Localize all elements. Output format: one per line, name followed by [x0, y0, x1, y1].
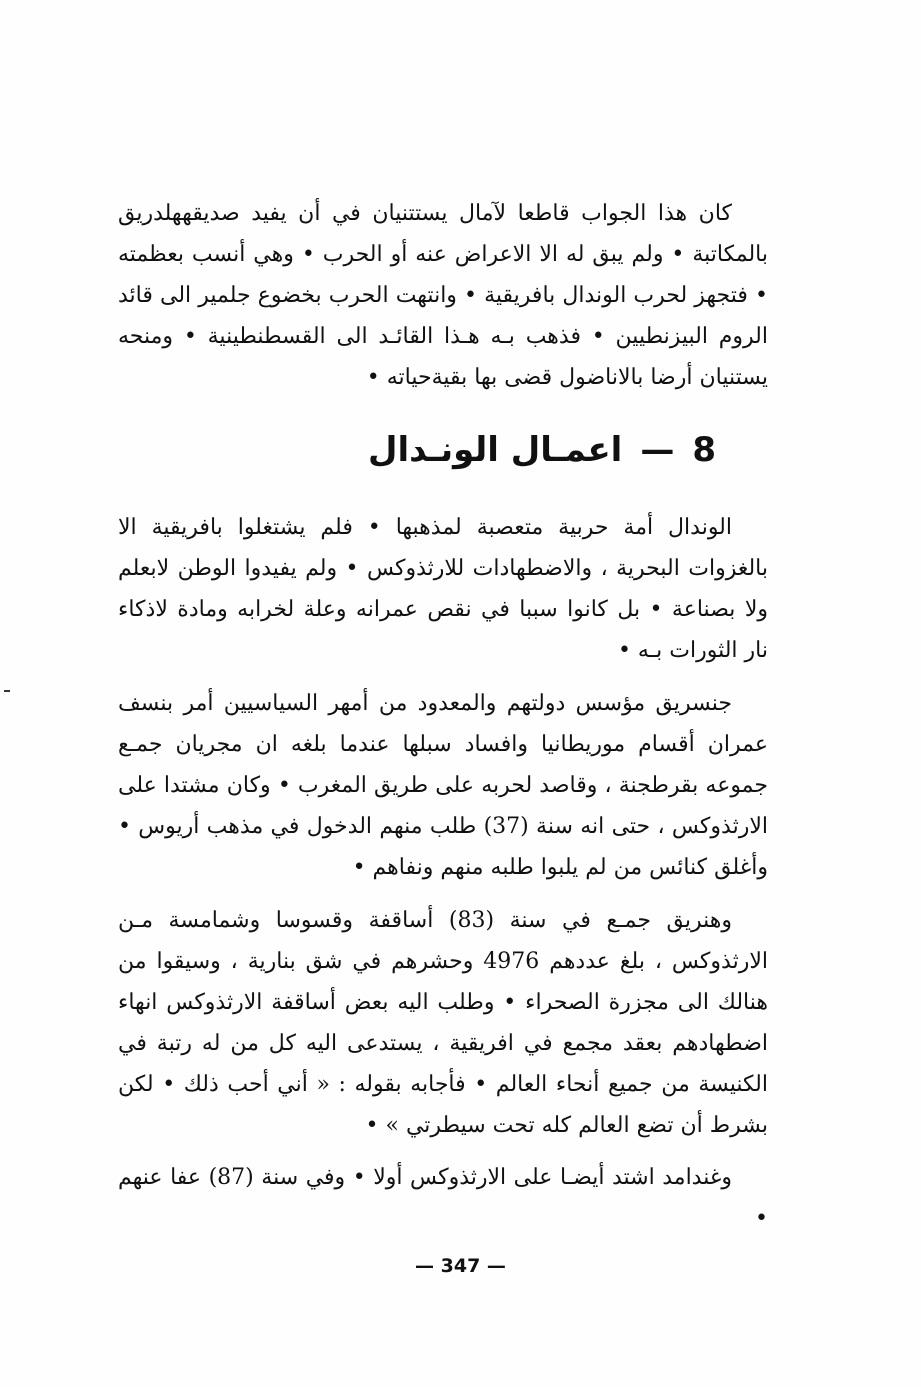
paragraph: الوندال أمة حربية متعصبة لمذهبها • فلم يشتغلوا بافريقية الا بالغزوات البحرية ، والاضطهادات للارثذوكس • ولم يفيدوا الوطن لابعلم ولا بصناعة • بل كانوا سببا في نقص عمرانه وعلة لخرابه ومادة لاذكاء نار الثورات بـه •	[118, 515, 768, 663]
section-title: اعمـال الونـدال	[368, 430, 623, 470]
paragraph: وهنريق جمـع في سنة (83) أساقفة وقسوسا وشمامسة مـن الارثذوكس ، بلغ عددهم 4976 وحشرهم في شق بنارية ، وسيقوا من هنالك الى مجزرة الصحراء • وطلب اليه بعض أساقفة الارثذوكس انهاء اضطهادهم بعقد مجمع في افريقية ، يستدعى اليه كل من له رتبة في الكنيسة من جميع أنحاء العالم • فأجابه بقوله : « أني أحب ذلك • لكن بشرط أن تضع العالم كله تحت سيطرتي » •	[118, 908, 768, 1138]
section-dash: —	[640, 430, 675, 470]
vandal-para-2-block	[118, 683, 768, 888]
section-number: 8	[692, 430, 716, 470]
section-heading	[368, 428, 716, 472]
vandal-para-1-block	[118, 507, 768, 671]
intro-section	[118, 193, 768, 398]
paragraph: وغندامد اشتد أيضـا على الارثذوكس أولا • وفي سنة (87) عفا عنهم •	[118, 1165, 768, 1231]
intro-paragraph: كان هذا الجواب قاطعا لآمال يستتنيان في أن يفيد صديقهھلدريق بالمكاتبة • ولم يبق له الا الاعراض عنه أو الحرب • وهي أنسب بعظمته • فتجهز لحرب الوندال بافريقية • وانتهت الحرب بخضوع جلمير الى قائد الروم البيزنطيين • فذهب بـه هـذا القائـد الى القسطنطينية • ومنحه يستنيان أرضا بالاناضول قضى بها بقيةحياته •	[118, 201, 768, 390]
vandal-para-4-block	[118, 1157, 768, 1239]
paragraph: جنسريق مؤسس دولتهم والمعدود من أمهر السياسيين أمر بنسف عمران أقسام موريطانيا وافساد سبلها عندما بلغه ان مجريان جمـع جموعه بقرطجنة ، وقاصد لحربه على طريق المغرب • وكان مشتدا على الارثذوكس ، حتى انه سنة (37) طلب منهم الدخول في مذهب أريوس • وأغلق كنائس من لم يلبوا طلبه منهم ونفاهم •	[118, 691, 768, 880]
page-number: — 347 —	[415, 1255, 506, 1277]
vandal-para-3-block	[118, 900, 768, 1146]
margin-mark	[4, 690, 10, 692]
